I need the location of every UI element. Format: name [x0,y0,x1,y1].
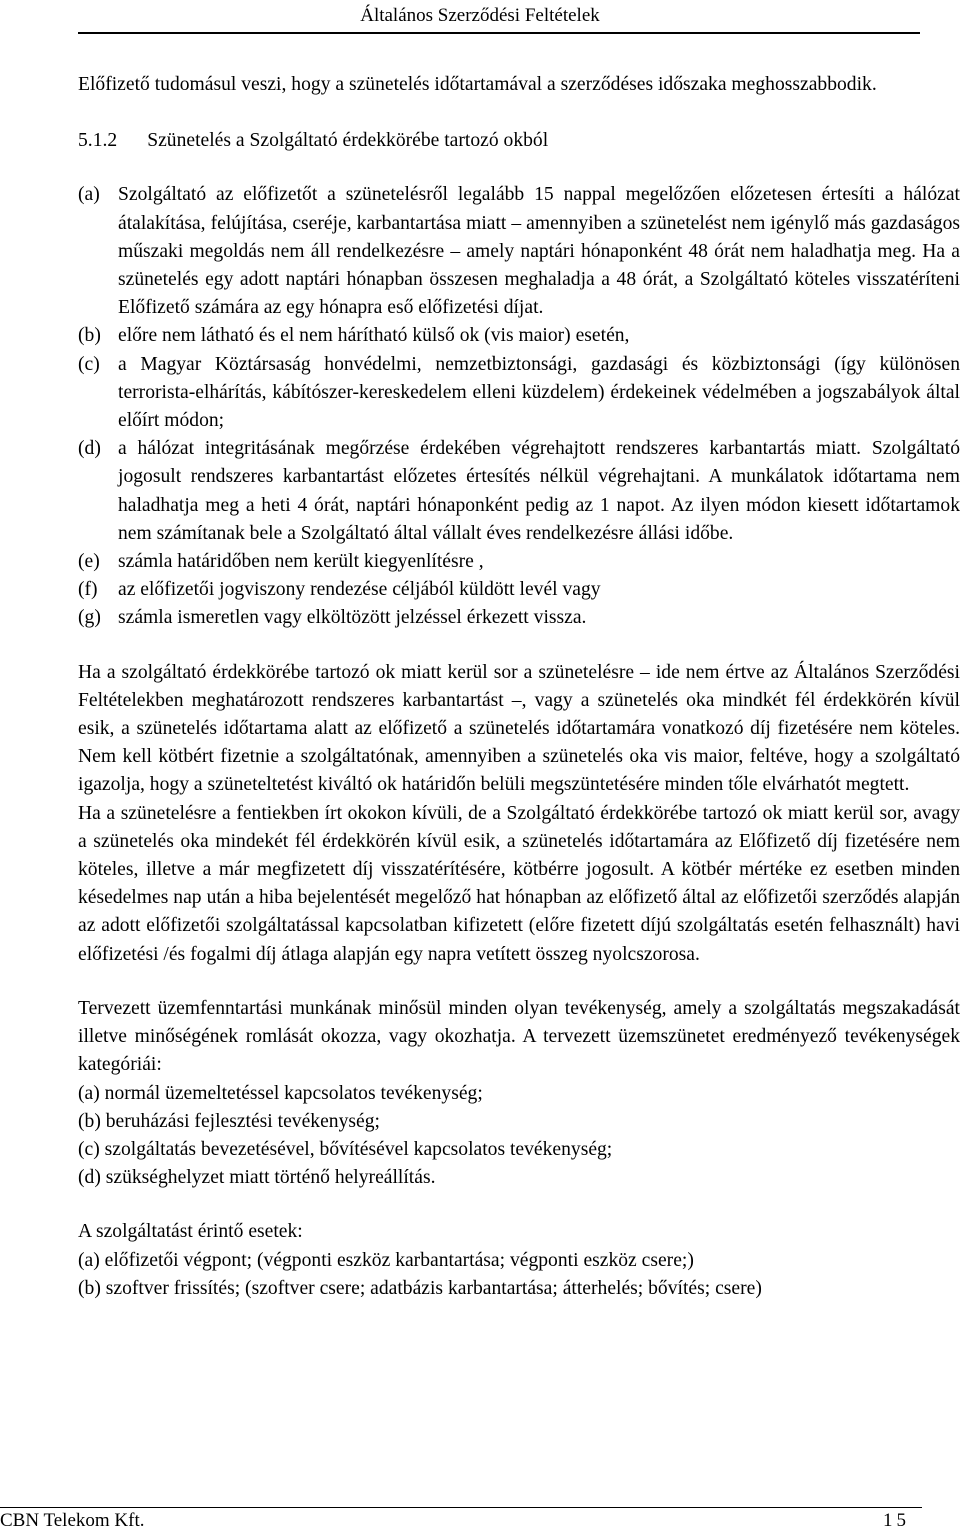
list-item: (d) szükséghelyzet miatt történő helyreállítás. [78,1167,436,1189]
list-item [78,435,960,548]
list-item [78,322,960,350]
section-title: Szünetelés a Szolgáltató érdekkörébe tartozó okból [147,130,549,152]
header-title: Általános Szerződési Feltételek [360,5,600,26]
section-number: 5.1.2 [78,130,118,152]
item-marker: (d) [78,438,101,460]
section-heading [78,127,960,155]
item-text: Szolgáltató az előfizetőt a szünetelésről legalább 15 nappal megelőzően előzetesen értesíti a hálózat átalakítása, felújítása, cseréje, karbantartása miatt – amennyiben a szünetelést nem igénylő más gazdaságos műszaki megoldás nem áll rendelkezésre – amely naptári hónaponként 48 órát nem haladhatja meg. Ha a szünetelés egy adott naptári hónapban összesen meghaladja a 48 órát, a Szolgáltató köteles visszatéríteni Előfizető számára az egy hónapra eső előfizetési díjat. [118,184,960,319]
item-text: a Magyar Köztársaság honvédelmi, nemzetbiztonsági, gazdasági és közbiztonsági (így különösen terrorista-elhárítás, kábítószer-kereskedelem elleni küzdelem) érdekeinek védelmében a jogszabályok által előírt módon; [118,353,960,432]
item-marker: (b) [78,325,101,347]
item-marker: (c) [78,353,100,375]
item-text: számla határidőben nem került kiegyenlítésre , [118,551,484,573]
footer-company: CBN Telekom Kft. [0,1510,145,1531]
list-item: (b) beruházási fejlesztési tevékenység; [78,1110,380,1132]
item-text: az előfizetői jogviszony rendezése céljából küldött levél vagy [118,579,601,601]
header-divider [78,32,920,34]
list-item [78,351,960,436]
reasons-list [78,181,960,632]
document-body [78,71,960,1303]
list-item [78,604,960,632]
list-item [78,576,960,604]
list-item: (b) szoftver frissítés; (szoftver csere; adatbázis karbantartása; átterhelés; bővítés; csere) [78,1277,762,1299]
list-item [78,181,960,322]
category-list [78,1080,960,1193]
list-item: (c) szolgáltatás bevezetésével, bővítésével kapcsolatos tevékenység; [78,1138,613,1160]
item-marker: (a) [78,184,100,206]
paragraph-penalty: Ha a szünetelésre a fentiekben írt okokon kívüli, de a Szolgáltató érdekkörébe tartozó ok miatt kerül sor, avagy a szünetelés oka mindekét fél érdekkörén kívül esik, a szünetelés időtartamára az Előfizető díj fizetésére nem köteles, illetve a már megfizetett díj visszatérítésére, kötbérre jogosult. A kötbér mértéke ez esetben minden késedelmes nap után a hiba bejelentését megelőző hat hónapban az előfizető által az előfizetői szerződés alapján az adott előfizetői szolgáltatással kapcsolatban kifizetett (előre fizetett díjú szolgáltatás esetén felhasznált) havi előfizetési /és fogalmi díj átlaga alapján egy napra vetített összeg nyolcszorosa. [78,802,960,965]
list-item [78,548,960,576]
item-marker: (e) [78,551,100,573]
item-marker: (g) [78,607,101,629]
list-item: (a) előfizetői végpont; (végponti eszköz karbantartása; végponti eszköz csere;) [78,1249,694,1271]
page-number: 15 [883,1510,910,1531]
item-text: előre nem látható és el nem hárítható külső ok (vis maior) esetén, [118,325,630,347]
item-text: a hálózat integritásának megőrzése érdekében végrehajtott rendszeres karbantartás miatt. Szolgáltató jogosult rendszeres karbantartást előzetes értesítés nélkül végrehajtani. A munkálatok időtartama nem haladhatja meg a heti 4 órát, naptári hónaponként pedig az 1 napot. Az ilyen módon kiesett időtartamok nem számítanak bele a Szolgáltató által vállalt éves rendelkezésre állási időbe. [118,438,960,544]
item-marker: (f) [78,579,98,601]
intro-paragraph: Előfizető tudomásul veszi, hogy a szünetelés időtartamával a szerződéses időszaka meghosszabbodik. [78,74,877,95]
list-item: (a) normál üzemeltetéssel kapcsolatos tevékenység; [78,1082,483,1104]
affected-list [78,1247,960,1303]
item-text: számla ismeretlen vagy elköltözött jelzéssel érkezett vissza. [118,607,587,629]
affected-cases-heading: A szolgáltatást érintő esetek: [78,1221,303,1243]
paragraph-service-fault: Ha a szolgáltató érdekkörébe tartozó ok miatt kerül sor a szünetelésre – ide nem értve az Általános Szerződési Feltételekben meghatározott rendszeres karbantartást –, vagy a szünetelés oka mindkét fél érdekkörén kívül esik, a szünetelés időtartama alatt az előfizető a szünetelés időtartamára vonatkozó díj fizetésére nem köteles. Nem kell kötbért fizetnie a szolgáltatónak, amennyiben a szünetelés oka vis maior, feltéve, hogy a szolgáltató igazolja, hogy a szüneteltetést kiváltó ok határidőn belüli megszüntetésére minden tőle elvárhatót megtett. [78,661,960,796]
paragraph-planned-maintenance: Tervezett üzemfenntartási munkának minősül minden olyan tevékenység, amely a szolgáltatás megszakadását illetve minőségének romlását okozza, vagy okozhatja. A tervezett üzemszünetet eredményező tevékenységek kategóriái: [78,997,960,1076]
